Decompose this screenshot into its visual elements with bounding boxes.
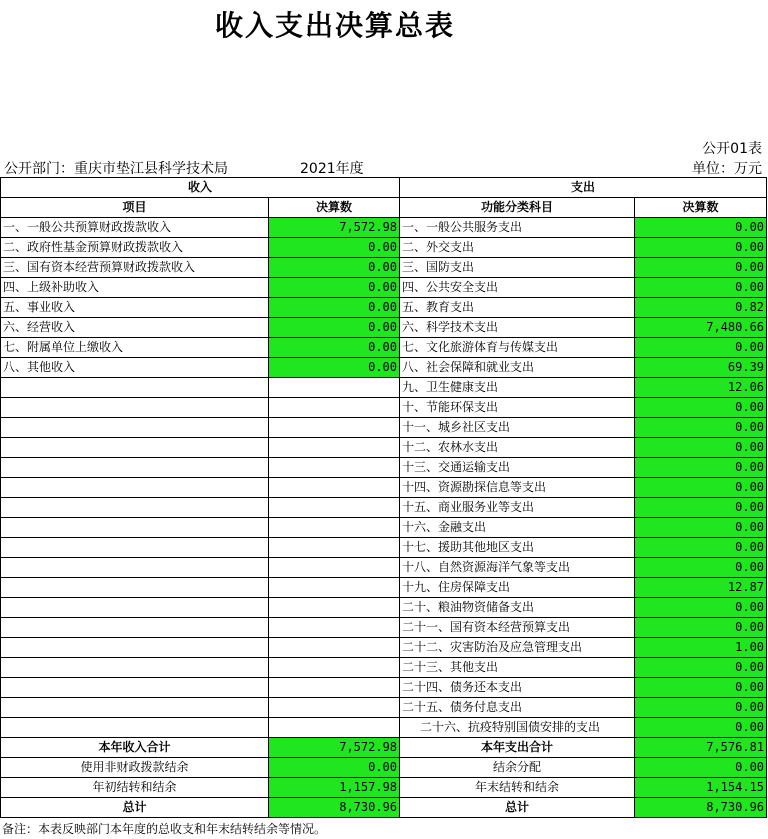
blank-cell — [269, 398, 400, 418]
blank-cell — [269, 478, 400, 498]
expense-item-label: 十六、金融支出 — [400, 518, 635, 538]
income-item-label: 二、政府性基金预算财政拨款收入 — [1, 238, 269, 258]
page-title: 收入支出决算总表 — [214, 9, 455, 42]
expense-item-value: 0.00 — [635, 438, 767, 458]
blank-cell — [269, 718, 400, 738]
summary-income-label: 年初结转和结余 — [1, 778, 269, 798]
table-row — [1, 458, 767, 478]
expense-item-label: 十七、援助其他地区支出 — [400, 538, 635, 558]
table-row — [1, 298, 767, 318]
header-row-2 — [1, 198, 767, 218]
blank-cell — [1, 558, 269, 578]
blank-cell — [1, 718, 269, 738]
blank-cell — [1, 538, 269, 558]
nonfiscal-row — [1, 758, 767, 778]
blank-cell — [269, 678, 400, 698]
expense-item-value: 12.06 — [635, 378, 767, 398]
expense-item-label: 十一、城乡社区支出 — [400, 418, 635, 438]
expense-item-value: 0.00 — [635, 618, 767, 638]
expense-item-value: 0.00 — [635, 338, 767, 358]
expense-item-label: 二十、粮油物资储备支出 — [400, 598, 635, 618]
blank-cell — [1, 618, 269, 638]
unit-label: 单位：万元 — [692, 161, 762, 177]
income-item-value: 7,572.98 — [269, 218, 400, 238]
blank-cell — [269, 578, 400, 598]
blank-cell — [1, 458, 269, 478]
expense-item-label: 六、科学技术支出 — [400, 318, 635, 338]
blank-cell — [1, 418, 269, 438]
summary-expense-value: 7,576.81 — [635, 738, 767, 758]
expense-item-value: 7,480.66 — [635, 318, 767, 338]
table-row — [1, 678, 767, 698]
income-item-label: 一、一般公共预算财政拨款收入 — [1, 218, 269, 238]
summary-income-label: 总计 — [1, 798, 269, 818]
header-row-1 — [1, 178, 767, 198]
func-item-header: 功能分类科目 — [400, 198, 635, 218]
expense-item-value: 0.00 — [635, 598, 767, 618]
blank-cell — [269, 698, 400, 718]
expense-item-value: 1.00 — [635, 638, 767, 658]
blank-cell — [1, 518, 269, 538]
blank-cell — [269, 438, 400, 458]
expense-item-label: 十二、农林水支出 — [400, 438, 635, 458]
form-code: 公开01表 — [702, 141, 762, 157]
expense-item-value: 0.00 — [635, 678, 767, 698]
table-row — [1, 558, 767, 578]
income-header: 收入 — [1, 178, 400, 198]
blank-cell — [1, 678, 269, 698]
income-amount-header: 决算数 — [269, 198, 400, 218]
expense-item-value: 0.00 — [635, 518, 767, 538]
grand-total-row — [1, 798, 767, 818]
expense-item-value: 0.00 — [635, 258, 767, 278]
expense-item-value: 0.00 — [635, 698, 767, 718]
expense-item-value: 12.87 — [635, 578, 767, 598]
blank-cell — [1, 438, 269, 458]
expense-item-label: 十五、商业服务业等支出 — [400, 498, 635, 518]
income-item-label: 七、附属单位上缴收入 — [1, 338, 269, 358]
expense-item-value: 69.39 — [635, 358, 767, 378]
table-row — [1, 538, 767, 558]
expense-item-label: 一、一般公共服务支出 — [400, 218, 635, 238]
table-row — [1, 238, 767, 258]
summary-income-label: 本年收入合计 — [1, 738, 269, 758]
income-item-value: 0.00 — [269, 278, 400, 298]
expense-item-value: 0.00 — [635, 398, 767, 418]
summary-expense-label: 总计 — [400, 798, 635, 818]
department-label: 公开部门：重庆市垫江县科学技术局 — [4, 161, 228, 177]
income-item-label: 三、国有资本经营预算财政拨款收入 — [1, 258, 269, 278]
expense-item-label: 十四、资源勘探信息等支出 — [400, 478, 635, 498]
blank-cell — [269, 498, 400, 518]
expense-item-value: 0.00 — [635, 238, 767, 258]
expense-item-value: 0.00 — [635, 658, 767, 678]
blank-cell — [269, 638, 400, 658]
expense-item-label: 八、社会保障和就业支出 — [400, 358, 635, 378]
expense-item-label: 九、卫生健康支出 — [400, 378, 635, 398]
expense-item-label: 十八、自然资源海洋气象等支出 — [400, 558, 635, 578]
expense-item-label: 十九、住房保障支出 — [400, 578, 635, 598]
blank-cell — [1, 498, 269, 518]
summary-expense-value: 1,154.15 — [635, 778, 767, 798]
blank-cell — [269, 418, 400, 438]
income-item-value: 0.00 — [269, 338, 400, 358]
income-item-label: 六、经营收入 — [1, 318, 269, 338]
expense-item-value: 0.00 — [635, 718, 767, 738]
blank-cell — [269, 518, 400, 538]
expense-item-label: 十三、交通运输支出 — [400, 458, 635, 478]
expense-item-label: 十、节能环保支出 — [400, 398, 635, 418]
balance-row — [1, 778, 767, 798]
table-row — [1, 598, 767, 618]
table-row — [1, 358, 767, 378]
blank-cell — [1, 658, 269, 678]
summary-income-value: 0.00 — [269, 758, 400, 778]
blank-cell — [1, 698, 269, 718]
table-row — [1, 398, 767, 418]
table-row — [1, 258, 767, 278]
table-row — [1, 338, 767, 358]
blank-cell — [1, 478, 269, 498]
table-row — [1, 438, 767, 458]
table-row — [1, 698, 767, 718]
table-row — [1, 638, 767, 658]
table-row — [1, 378, 767, 398]
income-item-label: 四、上级补助收入 — [1, 278, 269, 298]
expense-item-value: 0.00 — [635, 478, 767, 498]
blank-cell — [1, 398, 269, 418]
income-item-value: 0.00 — [269, 318, 400, 338]
table-row — [1, 318, 767, 338]
item-header: 项目 — [1, 198, 269, 218]
summary-income-label: 使用非财政拨款结余 — [1, 758, 269, 778]
income-item-value: 0.00 — [269, 238, 400, 258]
blank-cell — [269, 458, 400, 478]
expense-item-label: 二十五、债务付息支出 — [400, 698, 635, 718]
summary-expense-label: 本年支出合计 — [400, 738, 635, 758]
summary-expense-value: 8,730.96 — [635, 798, 767, 818]
expense-item-value: 0.00 — [635, 558, 767, 578]
expense-item-value: 0.00 — [635, 278, 767, 298]
expense-item-value: 0.00 — [635, 538, 767, 558]
blank-cell — [1, 578, 269, 598]
table-row — [1, 478, 767, 498]
summary-income-value: 1,157.98 — [269, 778, 400, 798]
expense-item-label: 二十三、其他支出 — [400, 658, 635, 678]
total-row — [1, 738, 767, 758]
blank-cell — [269, 658, 400, 678]
income-item-value: 0.00 — [269, 298, 400, 318]
table-row — [1, 718, 767, 738]
fiscal-year: 2021年度 — [300, 161, 364, 177]
expense-item-label: 二十四、债务还本支出 — [400, 678, 635, 698]
expense-item-value: 0.00 — [635, 458, 767, 478]
expense-item-value: 0.82 — [635, 298, 767, 318]
expense-item-label: 七、文化旅游体育与传媒支出 — [400, 338, 635, 358]
summary-income-value: 8,730.96 — [269, 798, 400, 818]
summary-income-value: 7,572.98 — [269, 738, 400, 758]
expense-header: 支出 — [400, 178, 767, 198]
income-item-value: 0.00 — [269, 358, 400, 378]
table-row — [1, 578, 767, 598]
income-item-label: 八、其他收入 — [1, 358, 269, 378]
expense-item-label: 二、外交支出 — [400, 238, 635, 258]
table-row — [1, 498, 767, 518]
table-row — [1, 418, 767, 438]
expense-item-label: 二十一、国有资本经营预算支出 — [400, 618, 635, 638]
expense-item-label: 二十六、抗疫特别国债安排的支出 — [400, 718, 635, 738]
expense-item-label: 二十二、灾害防治及应急管理支出 — [400, 638, 635, 658]
blank-cell — [269, 378, 400, 398]
income-item-label: 五、事业收入 — [1, 298, 269, 318]
summary-expense-value: 0.00 — [635, 758, 767, 778]
blank-cell — [269, 618, 400, 638]
blank-cell — [1, 638, 269, 658]
summary-expense-label: 年末结转和结余 — [400, 778, 635, 798]
income-item-value: 0.00 — [269, 258, 400, 278]
summary-expense-label: 结余分配 — [400, 758, 635, 778]
table-row — [1, 658, 767, 678]
blank-cell — [1, 598, 269, 618]
expense-item-value: 0.00 — [635, 218, 767, 238]
footnote: 备注：本表反映部门本年度的总收支和年末结转结余等情况。 — [2, 822, 327, 836]
expense-amount-header: 决算数 — [635, 198, 767, 218]
expense-item-label: 三、国防支出 — [400, 258, 635, 278]
expense-item-label: 五、教育支出 — [400, 298, 635, 318]
income-expense-table — [0, 177, 767, 818]
blank-cell — [269, 598, 400, 618]
table-row — [1, 618, 767, 638]
expense-item-value: 0.00 — [635, 418, 767, 438]
table-row — [1, 278, 767, 298]
blank-cell — [269, 558, 400, 578]
table-row — [1, 518, 767, 538]
blank-cell — [269, 538, 400, 558]
expense-item-label: 四、公共安全支出 — [400, 278, 635, 298]
blank-cell — [1, 378, 269, 398]
table-row — [1, 218, 767, 238]
expense-item-value: 0.00 — [635, 498, 767, 518]
